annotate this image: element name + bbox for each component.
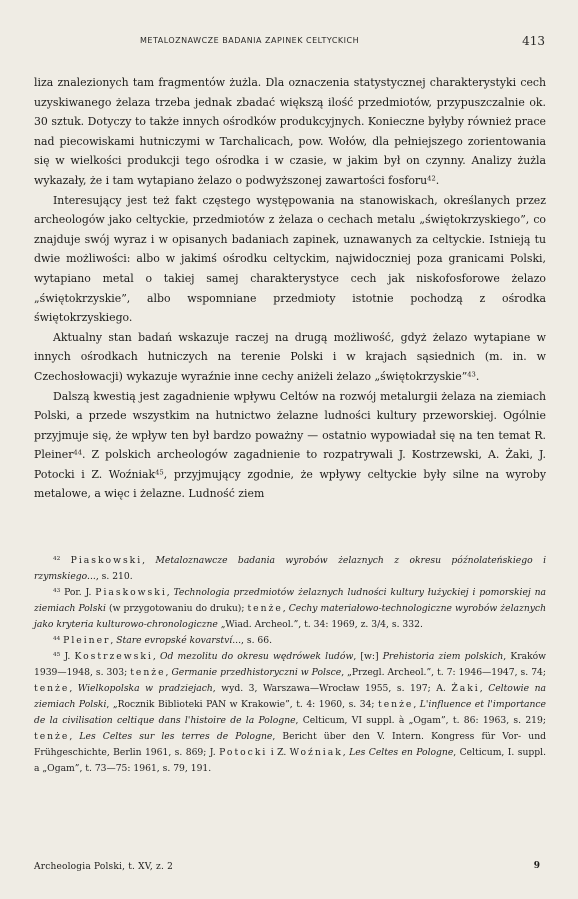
footnote-author: tenże xyxy=(378,699,414,710)
separator: i Z. xyxy=(267,747,290,758)
paragraph-4-text-b: . Z polskich archeologów zagadnienie to rozpatrywali J. Kostrzewski, A. Żaki, J. Potocki i Z. Woźniak xyxy=(34,448,546,481)
footnote-citation: , Celticum, I. suppl. a „Ogam”, t. 73—75: 1961, s. 79, 191. xyxy=(34,747,546,774)
footnote-number: 42 xyxy=(53,556,61,563)
footnote-number: 44 xyxy=(53,636,61,643)
footnote-author: Piaskowski xyxy=(70,555,143,566)
paragraph-4-text-c: , przyjmujący zgodnie, że wpływy celtyckie były silne na wyroby metalowe, a więc i żelazne. Ludność ziem xyxy=(34,467,546,501)
footnote-author: Kostrzewski xyxy=(74,651,153,662)
footnote-45 xyxy=(34,649,546,777)
footnote-note: (w przygotowaniu do druku); xyxy=(105,603,248,614)
main-text xyxy=(34,73,546,504)
footnote-citation: , wyd. 3, Warszawa—Wrocław 1955, s. 197; A. xyxy=(212,683,452,694)
separator: , xyxy=(166,587,174,598)
footnote-author: tenże xyxy=(34,731,70,742)
separator: , xyxy=(342,747,350,758)
footnote-author: Potocki xyxy=(219,747,268,758)
footnote-author: tenże xyxy=(130,667,166,678)
footnote-number: 43 xyxy=(53,588,61,595)
paragraph-3 xyxy=(34,328,546,387)
footnotes xyxy=(34,553,546,777)
running-title: METALOZNAWCZE BADANIA ZAPINEK CELTYCKICH xyxy=(140,36,360,45)
paragraph-4 xyxy=(34,387,546,505)
footnote-title: Wielkopolska w pradziejach xyxy=(77,683,213,694)
separator: , xyxy=(282,603,289,614)
paragraph-1-text: liza znalezionych tam fragmentów żużla. Dla oznaczenia statystycznej charakterystyki cech uzyskiwanego żelaza trzeba jednak zbadać większą ilość przedmiotów, przypuszczalnie ok. 30 sztuk. Dotyczy to także innych ośrodków produkcyjnych. Konieczne byłyby również prace nad piecowiskami hutniczymi w Tarchalicach, pow. Wołów, dla pełniejszego zorientowania się w wielkości produkcji tego ośrodka i w czasie, w jakim był on czynny. Analizy żużla wykazały, że i tam wytapiano żelazo o podwyższonej zawartości fosforu xyxy=(34,76,546,187)
footnote-title: Les Celtes sur les terres de Pologne xyxy=(79,731,273,742)
separator: , [w:] xyxy=(353,651,383,662)
paragraph-1 xyxy=(34,73,546,191)
signature-mark: 9 xyxy=(533,861,540,871)
footnote-citation: , „Przegl. Archeol.”, t. 7: 1946—1947, s. 74; xyxy=(341,667,546,678)
footnote-author: Piaskowski xyxy=(95,587,167,598)
footnote-citation: , Kraków 1939—1948, s. 303; xyxy=(34,651,547,678)
journal-name: Archeologia Polski, t. XV, z. 2 xyxy=(34,862,173,872)
footnote-title: Metaloznawcze badania wyrobów żelaznych z okresu późnolateńskiego i rzymskiego... xyxy=(34,555,547,582)
footnote-ref-42: 42 xyxy=(427,174,436,183)
separator: , xyxy=(69,731,80,742)
separator: , xyxy=(165,667,172,678)
footnote-citation: „Wiad. Archeol.”, t. 34: 1969, z. 3/4, s. 332. xyxy=(217,619,423,630)
footnote-42 xyxy=(34,553,546,585)
footnote-lead: J. xyxy=(64,651,75,662)
footnote-ref-45: 45 xyxy=(155,468,164,477)
footnote-title: Celtowie na ziemiach Polski xyxy=(34,683,546,710)
separator: , xyxy=(142,555,156,566)
footnote-author: tenże xyxy=(247,603,283,614)
paragraph-3-end: . xyxy=(475,369,480,383)
footnote-citation: , s. 210. xyxy=(95,571,133,582)
running-header xyxy=(0,30,578,52)
separator: , xyxy=(413,699,420,710)
footnote-title: L'influence et l'importance de la civilisation celtique dans l'histoire de la Pologne xyxy=(34,699,546,726)
footnote-citation: , s. 66. xyxy=(241,635,273,646)
footnote-ref-43: 43 xyxy=(467,370,476,379)
paragraph-3-text: Aktualny stan badań wskazuje raczej na drugą możliwość, gdyż żelazo wytapiane w innych ośrodkach hutniczych na terenie Polski i w krajach sąsiednich (m. in. w Czechosłowacji) wykazuje wyraźnie inne cechy aniżeli żelazo „świętokrzyskie” xyxy=(34,330,546,383)
footnote-number: 45 xyxy=(53,652,61,659)
paragraph-1-end: . xyxy=(435,173,440,187)
footnote-title: Prehistoria ziem polskich xyxy=(382,651,504,662)
footnote-author: Pleiner xyxy=(63,635,111,646)
footnote-title: Od mezolitu do okresu wędrówek ludów xyxy=(159,651,354,662)
footnote-citation: , „Rocznik Biblioteki PAN w Krakowie”, t. 4: 1960, s. 34; xyxy=(106,699,379,710)
footnote-title: Cechy materiałowo-technologiczne wyrobów żelaznych jako kryteria kulturowo-chronologiczne xyxy=(34,603,546,630)
page-footer xyxy=(0,858,578,878)
footnote-citation: , Bericht über den V. Intern. Kongress für Vor- und Frühgeschichte, Berlin 1961, s. 869; J. xyxy=(34,731,546,758)
footnote-title: Germanie przedhistoryczni w Polsce xyxy=(171,667,342,678)
footnote-author: Woźniak xyxy=(289,747,343,758)
separator: , xyxy=(479,683,489,694)
footnote-43 xyxy=(34,585,546,633)
footnote-author: Żaki xyxy=(451,683,480,694)
footnote-title: Technologia przedmiotów żelaznych ludności kultury łużyckiej i pomorskiej na ziemiach Polski xyxy=(34,587,547,614)
page-number: 413 xyxy=(522,34,545,48)
footnote-title: Les Celtes en Pologne xyxy=(349,747,454,758)
footnote-title: Stare evropské kovarství... xyxy=(116,635,242,646)
footnote-citation: , Celticum, VI suppl. à „Ogam”, t. 86: 1963, s. 219; xyxy=(295,715,546,726)
paragraph-2: Interesujący jest też fakt częstego występowania na stanowiskach, określanych przez archeologów jako celtyckie, przedmiotów z żelaza o cechach metalu „świętokrzyskiego”, co znajduje swój wyraz i w opisanych badaniach zapinek, uznawanych za celtyckie. Istnieją tu dwie możliwości: albo w jakimś ośrodku celtyckim, najwidoczniej poza granicami Polski, wytapiano metal o takiej samej charakterystyce cech jak niskofosforowe żelazo „świętokrzyskie”, albo wspomniane przedmioty istotnie pochodzą z ośrodka świętokrzyskiego. xyxy=(34,193,546,325)
footnote-ref-44: 44 xyxy=(73,448,82,457)
footnote-44 xyxy=(34,633,546,649)
separator: , xyxy=(110,635,117,646)
separator: , xyxy=(69,683,78,694)
separator: , xyxy=(152,651,160,662)
footnote-lead: Por. J. xyxy=(64,587,96,598)
footnote-author: tenże xyxy=(34,683,70,694)
paragraph-4-text-a: Dalszą kwestią jest zagadnienie wpływu Celtów na rozwój metalurgii żelaza na ziemiach Polski, a przede wszystkim na hutnictwo żelazne ludności kultury przeworskiej. Ogólnie przyjmuje się, że wpływ ten był bardzo poważny — ostatnio wypowiadał się na ten temat R. Pleiner xyxy=(34,389,546,462)
